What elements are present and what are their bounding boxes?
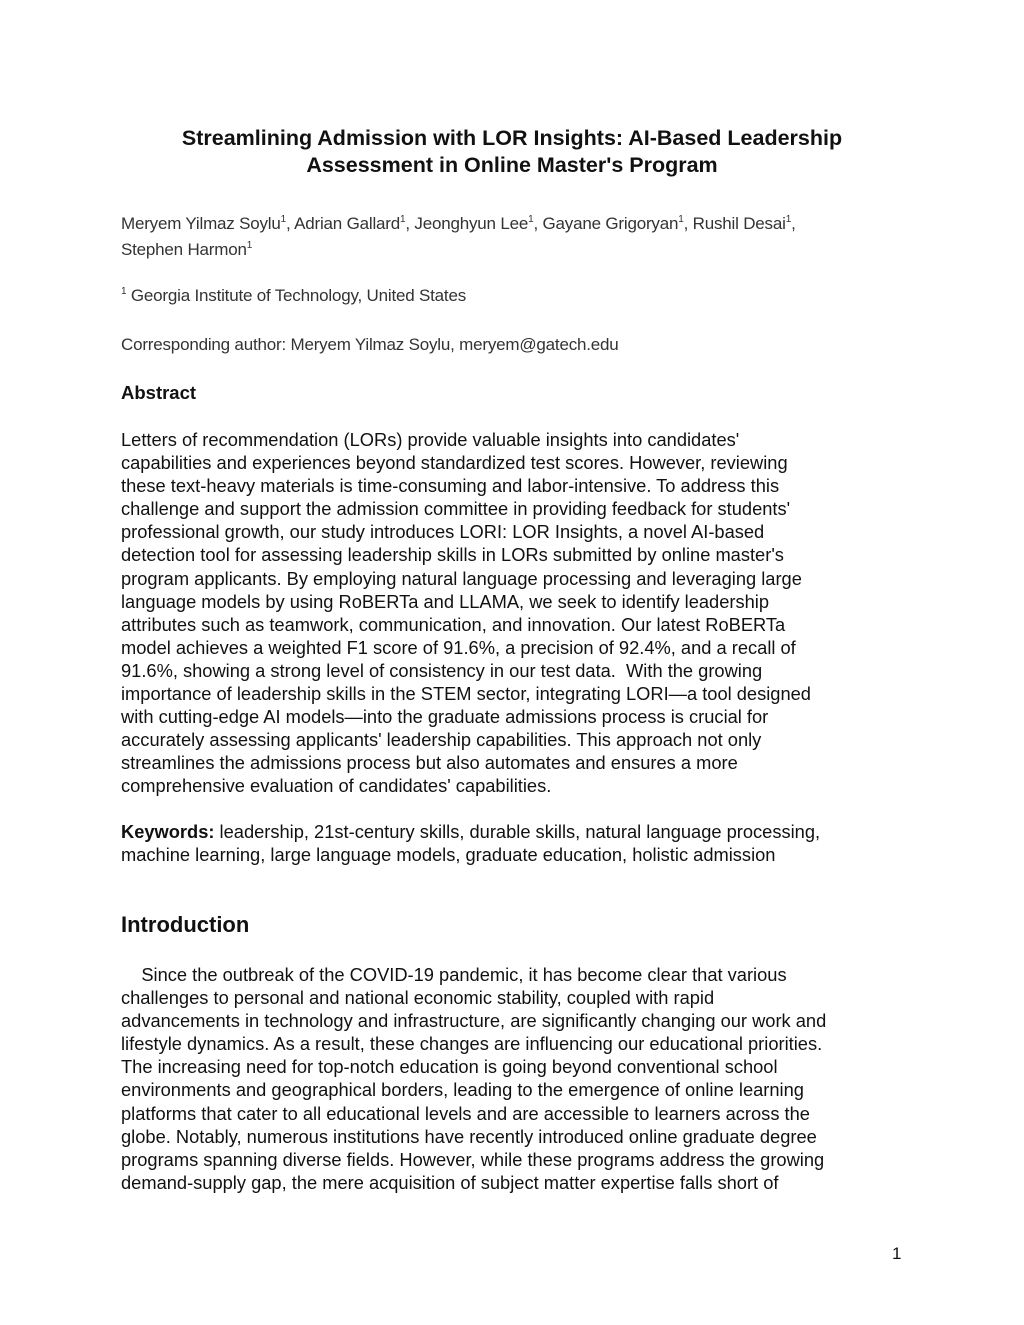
text-line: lifestyle dynamics. As a result, these changes are influencing our educational priorities. (121, 1033, 823, 1055)
author-list: Meryem Yilmaz Soylu$^1$, Adrian Gallard$^1$, Jeonghyun Lee$^1$, Gayane Grigoryan$^1$, Rushil Desai$^1$, Stephen Harmon$^1$ (121, 214, 796, 259)
text-line: capabilities and experiences beyond standardized test scores. However, reviewing (121, 452, 788, 474)
text-line: The increasing need for top-notch education is going beyond conventional school (121, 1056, 778, 1078)
text-line: program applicants. By employing natural language processing and leveraging large (121, 567, 802, 589)
introduction-body (121, 963, 826, 1194)
text-line: model achieves a weighted F1 score of 91.6%, a precision of 92.4%, and a recall of (121, 636, 796, 658)
text-line: challenges to personal and national economic stability, coupled with rapid (121, 987, 715, 1009)
text-line: Since the outbreak of the COVID-19 pandemic, it has become clear that various (121, 964, 787, 985)
keywords (121, 820, 820, 866)
corresponding-author: Corresponding author: Meryem Yilmaz Soylu, meryem@gatech.edu (121, 335, 619, 354)
author-name: Rushil Desai (692, 214, 786, 233)
author (693, 214, 791, 233)
affiliation-text: Georgia Institute of Technology, United States (126, 286, 466, 305)
author-name: Meryem Yilmaz Soylu (121, 214, 281, 233)
author (294, 214, 405, 233)
author-name: Jeonghyun Lee (414, 214, 529, 233)
keywords-text: leadership, 21st-century skills, durable skills, natural language processing, (214, 821, 821, 842)
keywords-label: Keywords: (121, 821, 215, 842)
text-line: Letters of recommendation (LORs) provide valuable insights into candidates' (121, 429, 740, 450)
text-line: importance of leadership skills in the STEM sector, integrating LORI—a tool designed (121, 683, 811, 705)
keywords-line (121, 820, 820, 843)
paper-title (0, 125, 1024, 179)
affiliation-marker: 1 (678, 214, 684, 225)
text-line: comprehensive evaluation of candidates' capabilities. (121, 775, 552, 797)
text-line: with cutting-edge AI models—into the graduate admissions process is crucial for (121, 706, 769, 728)
text-line: advancements in technology and infrastructure, are significantly changing our work and (121, 1010, 827, 1032)
author (543, 214, 684, 233)
affiliation-marker: 1 (246, 240, 253, 251)
text-line: demand-supply gap, the mere acquisition of subject matter expertise falls short of (121, 1171, 779, 1193)
text-line: challenge and support the admission committee in providing feedback for students' (121, 498, 791, 520)
text-line: 91.6%, showing a strong level of consistency in our test data. With the growing (121, 659, 763, 681)
keywords-line: machine learning, large language models, graduate education, holistic admission (121, 844, 776, 866)
text-line: language models by using RoBERTa and LLAMA, we seek to identify leadership (121, 590, 770, 612)
text-line: professional growth, our study introduces LORI: LOR Insights, a novel AI-based (121, 521, 765, 543)
affiliation-marker: 1 (280, 214, 287, 225)
text-line: these text-heavy materials is time-consuming and labor-intensive. To address this (121, 475, 780, 497)
author-name: Adrian Gallard (294, 214, 400, 233)
author-name: Stephen Harmon (121, 240, 247, 259)
text-line: environments and geographical borders, leading to the emergence of online learning (121, 1079, 804, 1101)
page-number: 1 (892, 1244, 902, 1263)
text-line: streamlines the admissions process but also automates and ensures a more (121, 752, 738, 774)
affiliation-marker: 1 (121, 286, 127, 297)
text-line: detection tool for assessing leadership skills in LORs submitted by online master's (121, 544, 784, 566)
affiliation (121, 286, 466, 306)
author (121, 240, 252, 259)
author (121, 214, 286, 233)
abstract-heading: Abstract (121, 382, 197, 403)
introduction-heading: Introduction (121, 912, 250, 937)
text-line: programs spanning diverse fields. However, while these programs address the growing (121, 1148, 825, 1170)
title-line: Assessment in Online Master's Program (306, 153, 718, 177)
author (414, 214, 533, 233)
text-line: globe. Notably, numerous institutions have recently introduced online graduate degree (121, 1125, 817, 1147)
affiliation-marker: 1 (785, 214, 792, 225)
text-line: attributes such as teamwork, communication, and innovation. Our latest RoBERTa (121, 613, 786, 635)
text-line: accurately assessing applicants' leadership capabilities. This approach not only (121, 729, 762, 751)
text-line: platforms that cater to all educational levels and are accessible to learners across the (121, 1102, 810, 1124)
affiliation-marker: 1 (400, 214, 406, 225)
affiliation-marker: 1 (528, 214, 534, 225)
author-name: Gayane Grigoryan (542, 214, 679, 233)
title-line: Streamlining Admission with LOR Insights: AI-Based Leadership (181, 126, 843, 150)
abstract-body (121, 428, 811, 798)
